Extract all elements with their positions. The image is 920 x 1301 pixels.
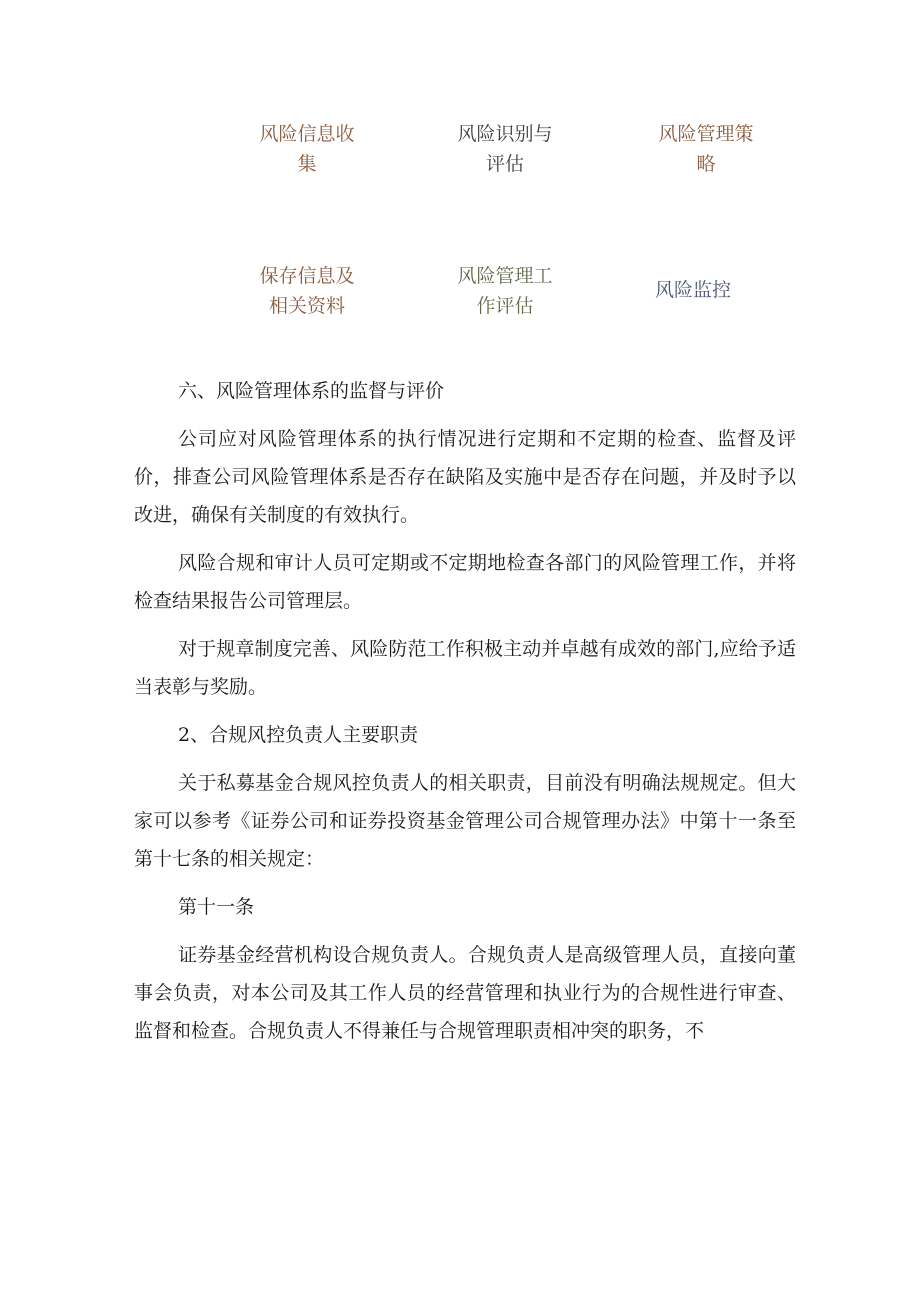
flow-node-line: 风险监控: [654, 279, 731, 301]
paragraph-supervision: 公司应对风险管理体系的执行情况进行定期和不定期的检查、监督及评价，排查公司风险管理体系是否存在缺陷及实施中是否存在问题，并及时予以改进，确保有关制度的有效执行。: [134, 428, 796, 526]
flow-node-risk-info-collection: [232, 119, 382, 179]
flow-node-line: 风险信息收: [259, 123, 355, 145]
flow-node-risk-monitoring: [618, 275, 768, 305]
flow-node-line: 略: [696, 153, 716, 175]
flow-node-line: 相关资料: [268, 295, 345, 317]
sub-heading: 2、合规风控负责人主要职责: [178, 724, 419, 746]
section-heading: 六、风险管理体系的监督与评价: [178, 380, 445, 402]
risk-process-flowchart: [0, 0, 920, 340]
flow-node-line: 风险管理工: [457, 265, 553, 287]
paragraph-audit: 风险合规和审计人员可定期或不定期地检查各部门的风险管理工作，并将检查结果报告公司管理层。: [134, 552, 796, 612]
article-heading: 第十一条: [178, 896, 255, 918]
flow-node-line: 作评估: [476, 295, 534, 317]
document-body: [134, 372, 796, 1060]
paragraph-article-11: 证券基金经营机构设合规负责人。合规负责人是高级管理人员，直接向董事会负责，对本公司及其工作人员的经营管理和执业行为的合规性进行审查、监督和检查。合规负责人不得兼任与合规管理职责相冲突的职务，不: [134, 944, 796, 1042]
flow-node-line: 保存信息及: [259, 265, 355, 287]
flow-node-risk-strategy: [631, 119, 781, 179]
flow-node-line: 风险识别与: [457, 123, 553, 145]
flow-node-line: 评估: [485, 153, 524, 175]
flow-node-save-info: [232, 261, 382, 321]
flow-node-risk-identification: [430, 119, 580, 179]
flow-node-line: 集: [297, 153, 317, 175]
flow-node-line: 风险管理策: [658, 123, 754, 145]
flow-node-work-evaluation: [430, 261, 580, 321]
paragraph-reward: 对于规章制度完善、风险防范工作积极主动并卓越有成效的部门,应给予适当表彰与奖励。: [134, 638, 796, 698]
paragraph-compliance-duties: 关于私募基金合规风控负责人的相关职责，目前没有明确法规规定。但大家可以参考《证券公司和证券投资基金管理公司合规管理办法》中第十一条至第十七条的相关规定：: [134, 772, 796, 870]
